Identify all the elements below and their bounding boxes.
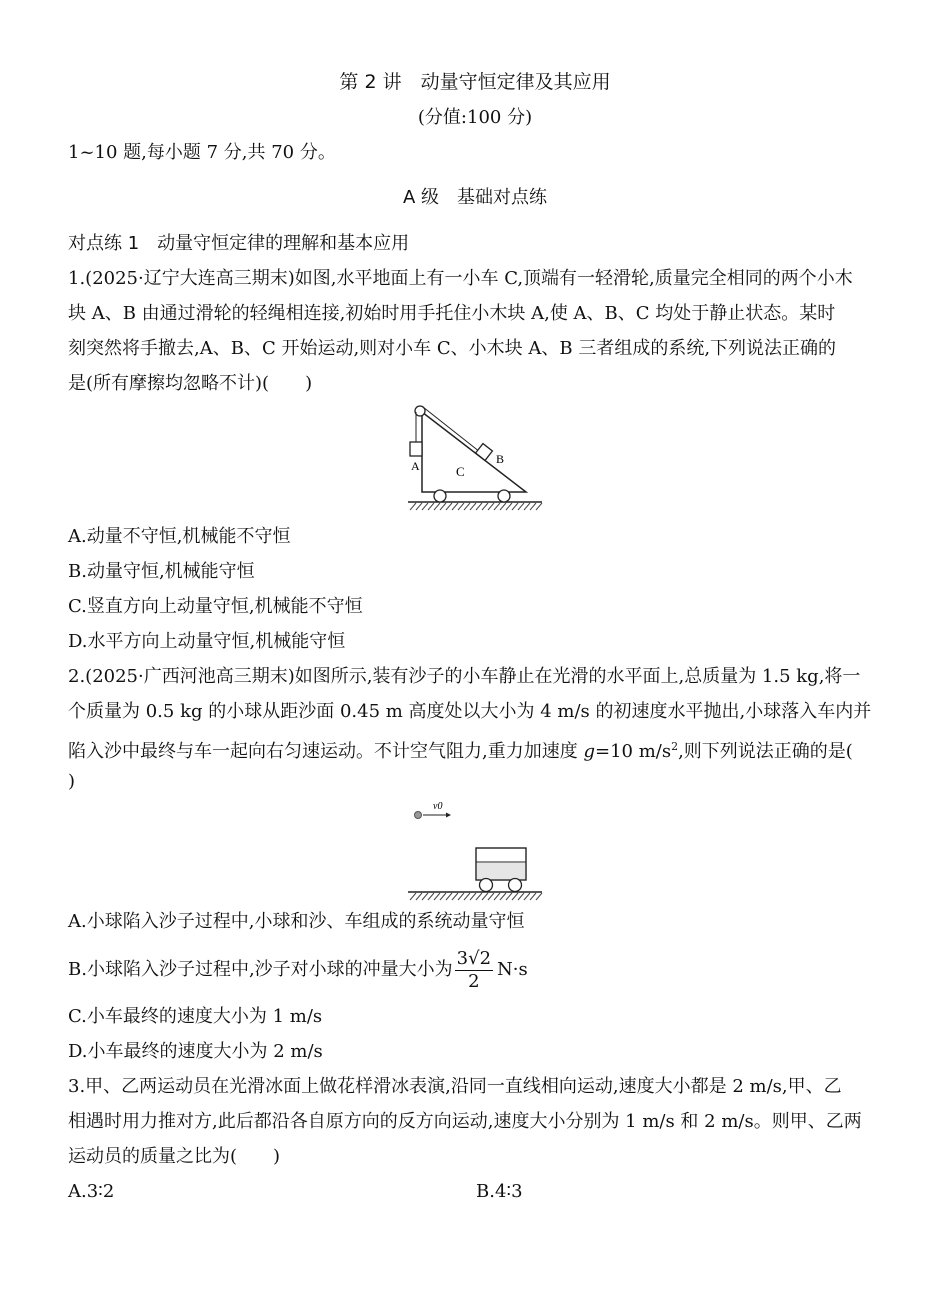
q2-option-d: D.小车最终的速度大小为 2 m/s — [68, 1041, 323, 1062]
ground-hatching — [410, 503, 542, 510]
velocity-arrow-head — [446, 813, 451, 818]
q3-stem-line-2: 相遇时用力推对方,此后都沿各自原方向的反方向运动,速度大小分别为 1 m/s 和 2 m/s。则甲、乙两 — [68, 1111, 862, 1132]
q2-option-c: C.小车最终的速度大小为 1 m/s — [68, 1006, 323, 1027]
velocity-label: v0 — [433, 801, 443, 812]
cart-wheel-right — [498, 490, 510, 502]
instructions: 1~10 题,每小题 7 分,共 70 分。 — [68, 142, 336, 163]
q1-option-d: D.水平方向上动量守恒,机械能守恒 — [68, 631, 346, 652]
sand-fill — [477, 863, 525, 879]
ball — [415, 812, 422, 819]
q1-stem-line-4: 是(所有摩擦均忽略不计)( ) — [68, 373, 313, 394]
page-title: 第 2 讲 动量守恒定律及其应用 — [339, 71, 611, 93]
impulse-fraction — [455, 948, 493, 993]
gravity-value: =10 m/s — [594, 741, 672, 762]
q2-stem-line-3 — [68, 735, 888, 764]
q2-option-b — [68, 946, 888, 994]
level-heading: A 级 基础对点练 — [402, 187, 548, 208]
impulse-unit: N·s — [497, 959, 528, 980]
cart-c-body — [422, 412, 526, 492]
q2-option-b-text: B.小球陷入沙子过程中,沙子对小球的冲量大小为 — [68, 959, 453, 980]
practice-heading: 对点练 1 动量守恒定律的理解和基本应用 — [68, 233, 410, 254]
q3-option-b: B.4∶3 — [476, 1181, 523, 1202]
ground-hatching-2 — [410, 893, 542, 900]
q1-option-a: A.动量不守恒,机械能不守恒 — [68, 526, 291, 547]
q2-stem-line-4: ) — [68, 771, 76, 792]
score-note: (分值:100 分) — [417, 107, 533, 128]
cart-wheel-left — [434, 490, 446, 502]
q2-stem-line-3-text: 陷入沙中最终与车一起向右匀速运动。不计空气阻力,重力加速度 — [68, 741, 584, 762]
q1-stem-line-2: 块 A、B 由通过滑轮的轻绳相连接,初始时用手托住小木块 A,使 A、B、C 均处于静止状态。某时 — [68, 303, 836, 324]
q3-options-row — [68, 1180, 888, 1204]
q2-sand-cart-figure — [400, 796, 550, 904]
q2-option-a: A.小球陷入沙子过程中,小球和沙、车组成的系统动量守恒 — [68, 911, 525, 932]
q3-stem-line-3: 运动员的质量之比为( ) — [68, 1146, 281, 1167]
q1-option-c: C.竖直方向上动量守恒,机械能不守恒 — [68, 596, 363, 617]
sand-cart-wheel-left — [480, 879, 493, 892]
fraction-denominator: 2 — [468, 970, 480, 992]
gravity-exponent: 2 — [671, 740, 679, 753]
gravity-symbol: g — [583, 741, 595, 762]
q3-option-a: A.3∶2 — [68, 1181, 115, 1202]
label-b: B — [496, 452, 505, 466]
q1-stem-line-3: 刻突然将手撤去,A、B、C 开始运动,则对小车 C、小木块 A、B 三者组成的系统,下列说法正确的 — [68, 338, 837, 359]
q2-stem-line-3-end: ,则下列说法正确的是( — [678, 741, 853, 762]
q1-option-b: B.动量守恒,机械能守恒 — [68, 561, 255, 582]
q1-cart-pulley-figure — [400, 400, 550, 518]
label-a: A — [411, 459, 420, 473]
block-a — [410, 442, 422, 456]
sand-cart-wheel-right — [509, 879, 522, 892]
q1-stem-line-1: 1.(2025·辽宁大连高三期末)如图,水平地面上有一小车 C,顶端有一轻滑轮,质量完全相同的两个小木 — [68, 268, 853, 289]
q2-stem-line-2: 个质量为 0.5 kg 的小球从距沙面 0.45 m 高度处以大小为 4 m/s 的初速度水平抛出,小球落入车内并 — [68, 701, 872, 722]
label-c: C — [456, 464, 465, 479]
q2-stem-line-1: 2.(2025·广西河池高三期末)如图所示,装有沙子的小车静止在光滑的水平面上,总质量为 1.5 kg,将一 — [68, 666, 861, 687]
fraction-numerator: 3√2 — [456, 947, 492, 969]
q3-stem-line-1: 3.甲、乙两运动员在光滑冰面上做花样滑冰表演,沿同一直线相向运动,速度大小都是 2 m/s,甲、乙 — [68, 1076, 842, 1097]
